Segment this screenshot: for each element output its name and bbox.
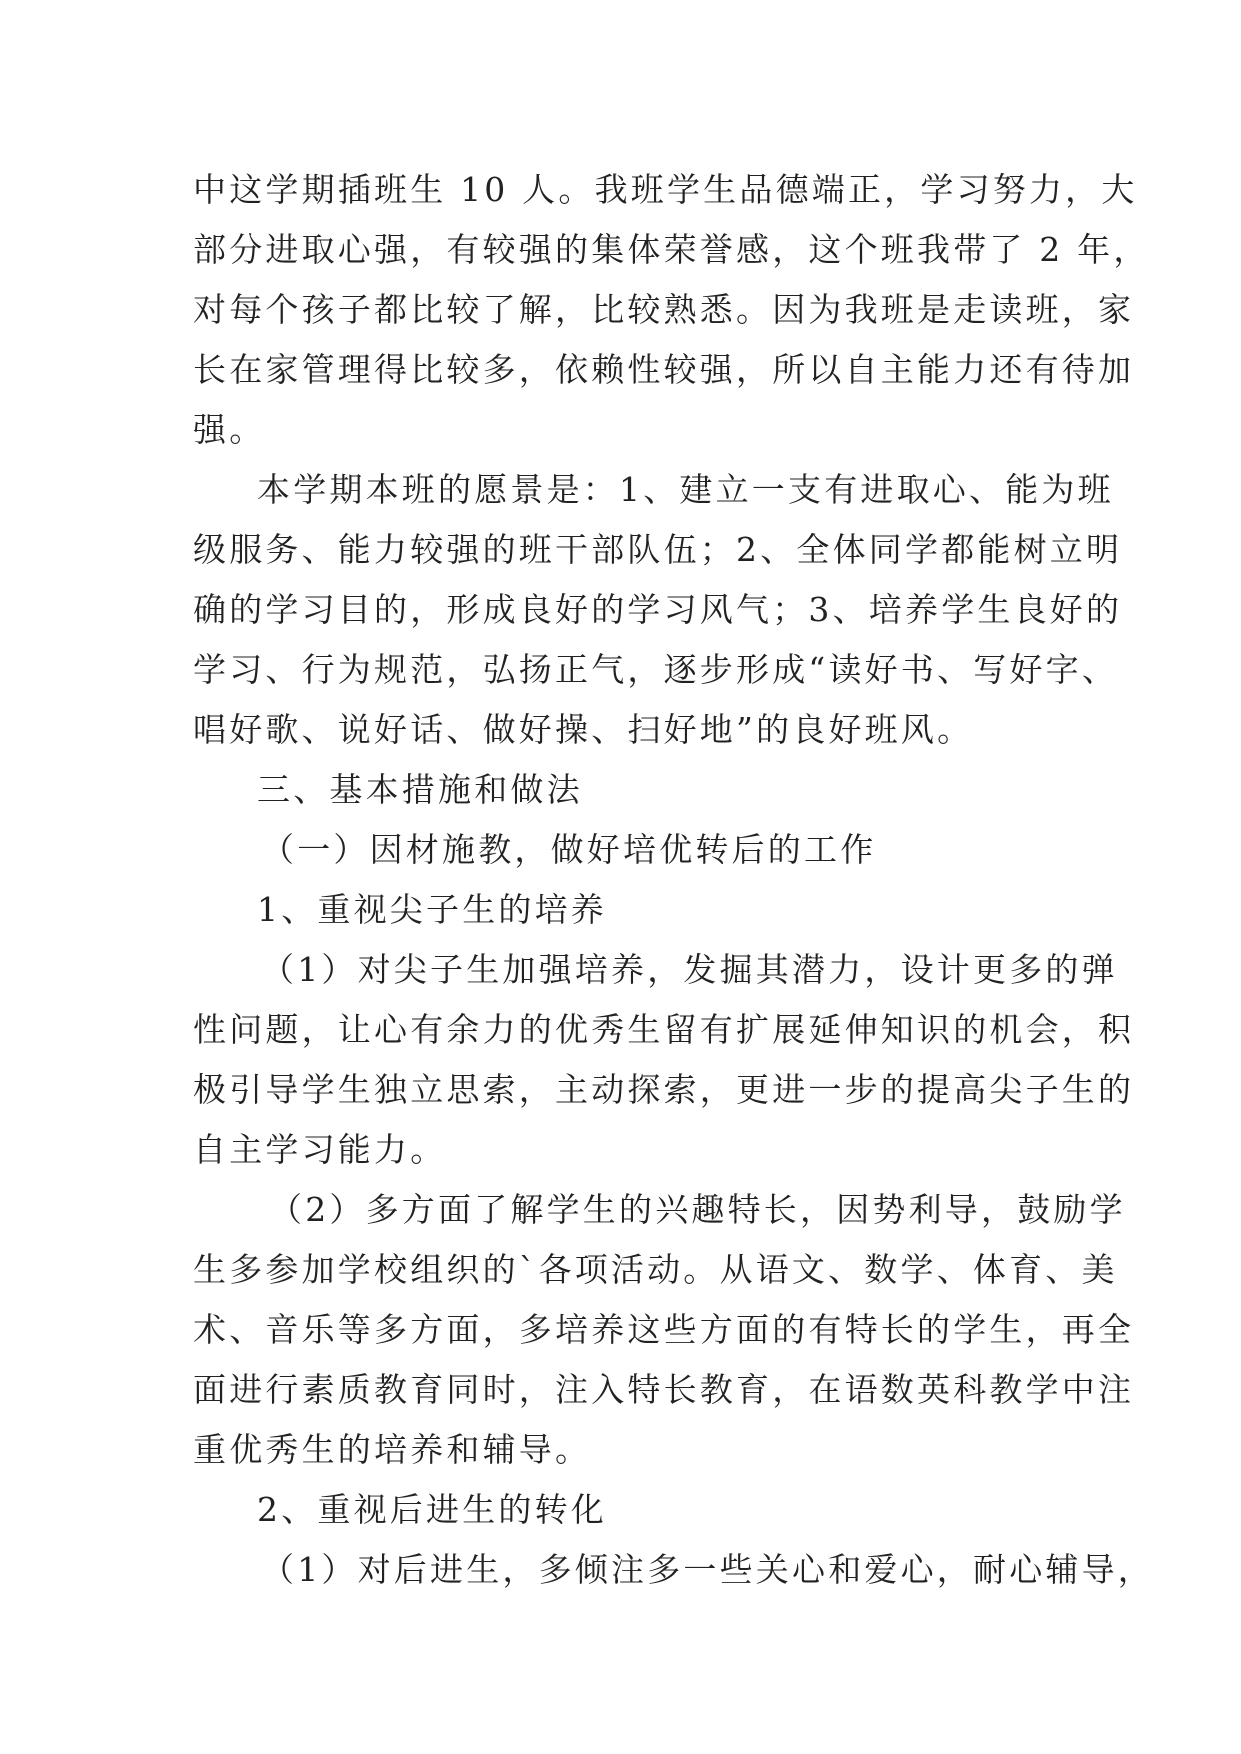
paragraph-line: 极引导学生独立思索，主动探索，更进一步的提高尖子生的 — [193, 1070, 1135, 1109]
paragraph-line: 中这学期插班生 10 人。我班学生品德端正，学习努力，大 — [193, 170, 1138, 209]
paragraph-line: 生多参加学校组织的`各项活动。从语文、数学、体育、美 — [193, 1250, 1118, 1289]
paragraph-line: 对每个孩子都比较了解，比较熟悉。因为我班是走读班，家 — [193, 290, 1135, 329]
paragraph-line: 确的学习目的，形成良好的学习风气；3、培养学生良好的 — [193, 590, 1123, 629]
paragraph-line: （1）对尖子生加强培养，发掘其潜力，设计更多的弹 — [261, 950, 1118, 989]
paragraph-line: 面进行素质教育同时，注入特长教育，在语数英科教学中注 — [193, 1370, 1135, 1409]
item-heading: 1、重视尖子生的培养 — [257, 890, 607, 929]
document-body — [193, 160, 1154, 1600]
paragraph-line: 性问题，让心有余力的优秀生留有扩展延伸知识的机会，积 — [193, 1010, 1135, 1049]
item-heading: 2、重视后进生的转化 — [257, 1490, 607, 1529]
paragraph-line: 唱好歌、说好话、做好操、扫好地”的良好班风。 — [193, 710, 974, 749]
paragraph-line: 长在家管理得比较多，依赖性较强，所以自主能力还有待加 — [193, 350, 1135, 389]
paragraph-line: （2）多方面了解学生的兴趣特长，因势利导，鼓励学 — [269, 1190, 1126, 1229]
paragraph-line: 术、音乐等多方面，多培养这些方面的有特长的学生，再全 — [193, 1310, 1135, 1349]
paragraph-line: 强。 — [193, 410, 266, 449]
paragraph-line: （1）对后进生，多倾注多一些关心和爱心，耐心辅导， — [261, 1550, 1154, 1589]
paragraph-line: 学习、行为规范，弘扬正气，逐步形成“读好书、写好字、 — [193, 650, 1119, 689]
paragraph-line: 级服务、能力较强的班干部队伍；2、全体同学都能树立明 — [193, 530, 1123, 569]
paragraph-line: 自主学习能力。 — [193, 1130, 447, 1169]
subsection-heading: （一）因材施教，做好培优转后的工作 — [261, 830, 877, 869]
paragraph-line: 本学期本班的愿景是：1、建立一支有进取心、能为班 — [257, 470, 1114, 509]
section-heading: 三、基本措施和做法 — [257, 770, 583, 809]
paragraph-line: 重优秀生的培养和辅导。 — [193, 1430, 592, 1469]
paragraph-line: 部分进取心强，有较强的集体荣誉感，这个班我带了 2 年， — [193, 230, 1150, 269]
